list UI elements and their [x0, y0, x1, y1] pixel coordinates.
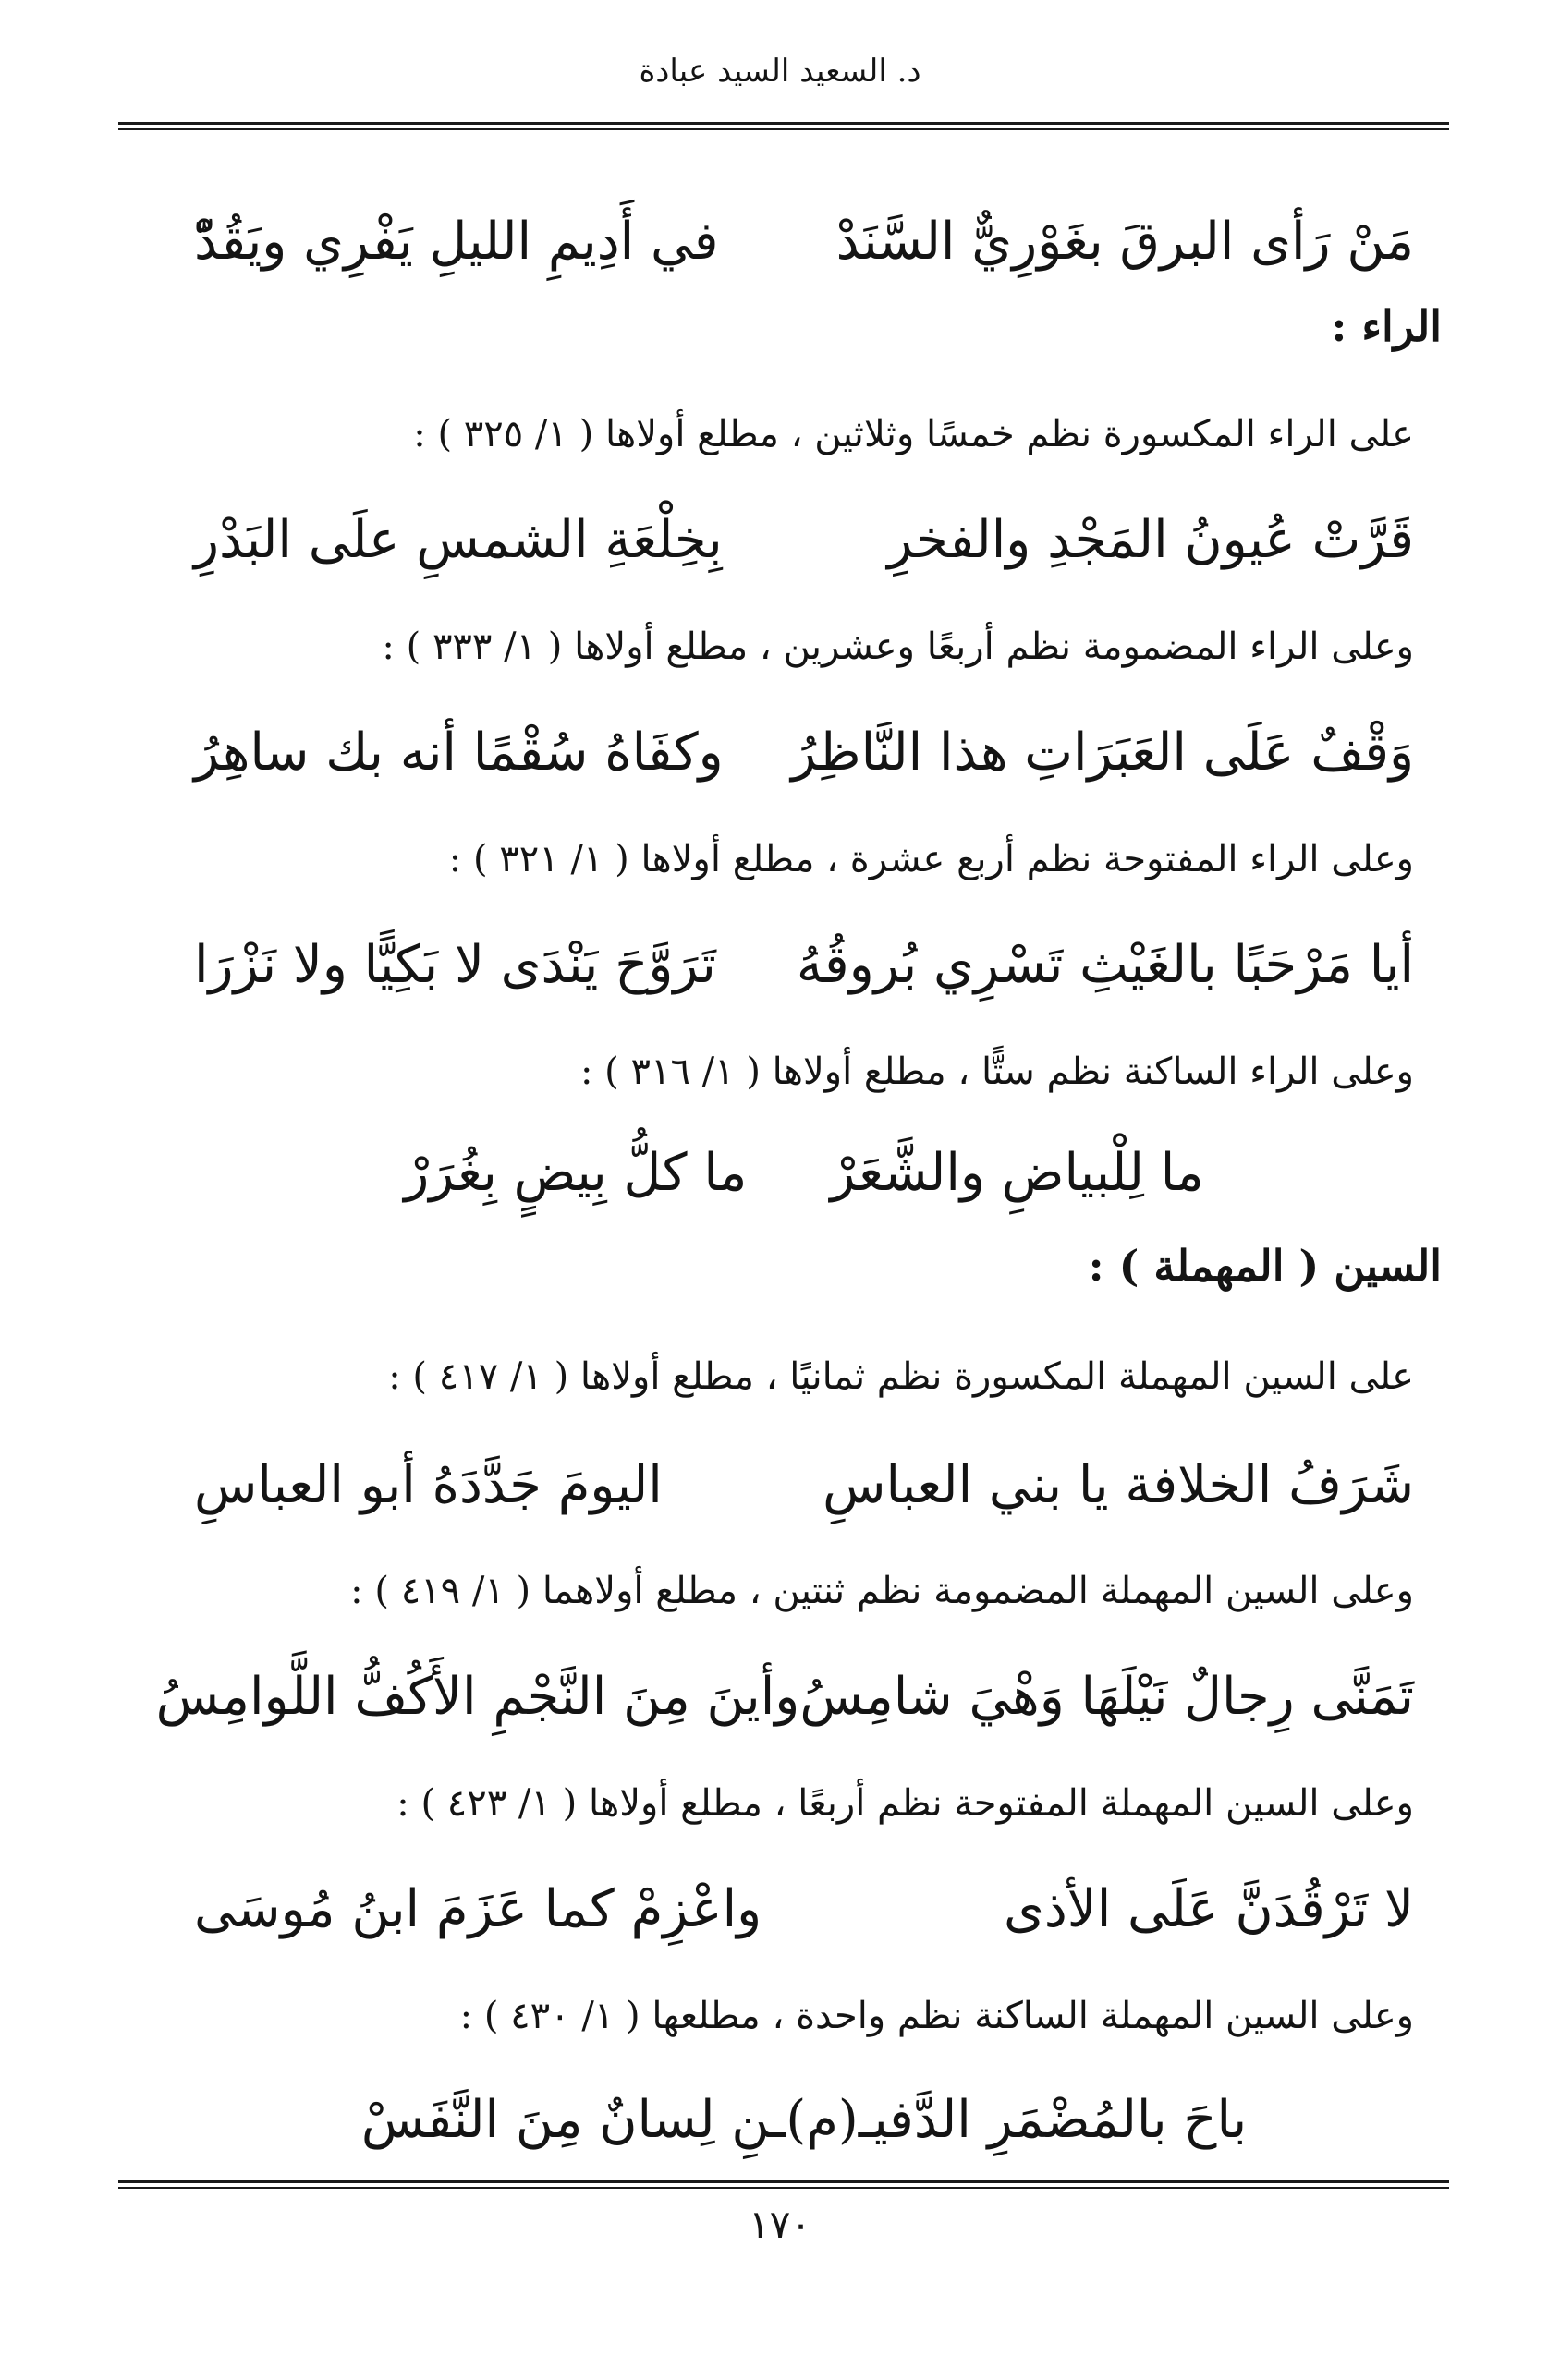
verse-second-hemistich: وكفَاهُ سُقْمًا أنه بك ساهِرُ — [194, 722, 724, 783]
section-heading-sin: السين ( المهملة ) : — [1088, 1241, 1442, 1291]
footer-double-rule — [118, 2180, 1449, 2183]
verse-first-hemistich: وَقْفٌ عَلَى العَبَرَاتِ هذا النَّاظِرُ — [791, 722, 1414, 783]
verse-second-hemistich: اليومَ جَدَّدَهُ أبو العباسِ — [194, 1455, 663, 1515]
prose-note: وعلى السين المهملة الساكنة نظم واحدة ، مطلعها ( ١/ ٤٣٠ ) : — [459, 1995, 1414, 2037]
prose-note: على الراء المكسورة نظم خمسًا وثلاثين ، مطلع أولاها ( ١/ ٣٢٥ ) : — [413, 413, 1414, 455]
verse-first-hemistich: قَرَّتْ عُيونُ المَجْدِ والفخرِ — [887, 510, 1414, 570]
prose-note: على السين المهملة المكسورة نظم ثمانيًا ، مطلع أولاها ( ١/ ٤١٧ ) : — [388, 1355, 1414, 1398]
verse-line — [194, 1136, 1414, 1210]
prose-note: وعلى الراء المضمومة نظم أربعًا وعشرين ، مطلع أولاها ( ١/ ٣٣٣ ) : — [382, 625, 1414, 668]
running-head-author: د. السعيد السيد عبادة — [639, 53, 921, 90]
verse-second-hemistich: ما كلُّ بِيضٍ بِغُرَرْ — [404, 1143, 748, 1203]
verse-first-hemistich: مَنْ رَأى البرقَ بغَوْرِيٌّ السَّنَدْ — [835, 212, 1414, 272]
verse-second-hemistich: وأينَ مِنَ النَّجْمِ الأَكُفُّ اللَّوامِسُ — [155, 1667, 800, 1727]
verse-line — [194, 205, 1414, 279]
section-heading-ra: الراء : — [1331, 301, 1442, 351]
verse-line — [194, 716, 1414, 790]
verse-second-hemistich: تَرَوَّحَ يَنْدَى لا بَكِيًّا ولا نَزْرَا — [194, 935, 716, 995]
verse-line — [194, 2083, 1414, 2157]
verse-first-hemistich: ما لِلْبياضِ والشَّعَرْ — [830, 1143, 1204, 1203]
verse-first-hemistich: أيا مَرْحَبًا بالغَيْثِ تَسْرِي بُروقُهُ — [796, 935, 1414, 995]
prose-note: وعلى الراء المفتوحة نظم أربع عشرة ، مطلع أولاها ( ١/ ٣٢١ ) : — [448, 838, 1414, 880]
prose-note: وعلى السين المهملة المفتوحة نظم أربعًا ، مطلع أولاها ( ١/ ٤٢٣ ) : — [396, 1782, 1414, 1825]
verse-first-hemistich: شَرَفُ الخلافة يا بني العباسِ — [823, 1455, 1414, 1515]
verse-line — [155, 1660, 1414, 1734]
prose-note: وعلى السين المهملة المضمومة نظم ثنتين ، مطلع أولاهما ( ١/ ٤١٩ ) : — [350, 1570, 1414, 1612]
verse-first-hemistich: تَمَنَّى رِجالٌ نَيْلَهَا وَهْيَ شامِسُ — [799, 1667, 1414, 1727]
verse-line — [194, 504, 1414, 577]
verse-second-hemistich: بِخِلْعَةِ الشمسِ علَى البَدْرِ — [194, 510, 723, 570]
verse-second-hemistich: في أَدِيمِ الليلِ يَفْرِي ويَقُدّْ — [194, 212, 719, 272]
verse-line — [194, 1873, 1414, 1947]
page-number: ١٧٠ — [749, 2202, 811, 2247]
prose-note: وعلى الراء الساكنة نظم ستًّا ، مطلع أولاها ( ١/ ٣١٦ ) : — [579, 1050, 1414, 1093]
verse-line — [194, 1449, 1414, 1523]
verse-full-line: باحَ بالمُضْمَرِ الدَّفيـ(م)ـنِ لِسانٌ مِنَ النَّفَسْ — [360, 2090, 1248, 2150]
verse-first-hemistich: لا تَرْقُدَنَّ عَلَى الأذى — [1003, 1879, 1414, 1939]
verse-second-hemistich: واعْزِمْ كما عَزَمَ ابنُ مُوسَى — [194, 1879, 762, 1939]
verse-line — [194, 929, 1414, 1002]
header-double-rule — [118, 122, 1449, 125]
